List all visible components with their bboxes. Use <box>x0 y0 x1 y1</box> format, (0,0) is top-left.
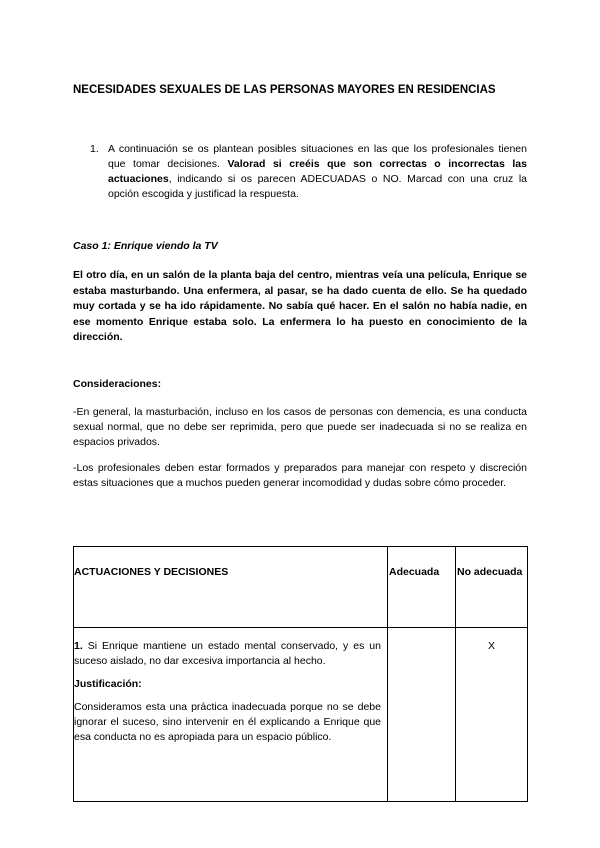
case-title: Caso 1: Enrique viendo la TV <box>73 240 218 252</box>
actions-table <box>73 546 528 802</box>
action-description: Si Enrique mantiene un estado mental conservado, y es un suceso aislado, no dar excesiva importancia al hecho. <box>74 640 381 667</box>
adecuada-cell <box>388 628 456 802</box>
document-title: NECESIDADES SEXUALES DE LAS PERSONAS MAYORES EN RESIDENCIAS <box>73 84 496 96</box>
case-description: El otro día, en un salón de la planta baja del centro, mientras veía una película, Enrique se estaba masturbando. Una enfermera, al pasar, se ha dado cuenta de ello. Se ha quedado muy cortada y se ha ido rápidamente. No sabía qué hacer. En el salón no había nadie, en ese momento Enrique estaba solo. La enfermera lo ha puesto en conocimiento de la dirección. <box>73 269 527 343</box>
instruction-text <box>108 142 527 202</box>
header-no-adecuada: No adecuada <box>456 547 528 628</box>
instruction-text-bold: Valorad si creéis que son correctas o incorrectas las actuaciones <box>108 158 527 185</box>
table-row <box>74 628 528 802</box>
header-adecuada: Adecuada <box>388 547 456 628</box>
justification-label: Justificación: <box>74 678 142 690</box>
no-adecuada-cell: X <box>456 628 528 802</box>
considerations-paragraph-2: -Los profesionales deben estar formados y preparados para manejar con respeto y discreción estas situaciones que a muchos pueden generar incomodidad y dudas sobre cómo proceder. <box>73 462 527 489</box>
instruction-text-part1: A continuación se os plantean posibles situaciones en las que los profesionales tienen que tomar decisiones. <box>108 143 527 170</box>
action-number: 1. <box>74 640 83 652</box>
action-text <box>74 639 381 669</box>
instruction-item <box>90 142 527 202</box>
table-header-row <box>74 547 528 628</box>
justification-text: Consideramos esta una práctica inadecuada porque no se debe ignorar el suceso, sino intervenir en él explicando a Enrique que esa conducta no es apropiada para un espacio público. <box>74 701 381 743</box>
action-cell <box>74 628 388 802</box>
header-actions: ACTUACIONES Y DECISIONES <box>74 547 388 628</box>
considerations-paragraph-1: -En general, la masturbación, incluso en los casos de personas con demencia, es una conducta sexual normal, que no debe ser reprimida, pero que puede ser inadecuada si no se realiza en espacios privados. <box>73 406 527 448</box>
considerations-title: Consideraciones: <box>73 378 162 390</box>
instruction-text-part2: , indicando si os parecen ADECUADAS o NO. Marcad con una cruz la opción escogida y justificad la respuesta. <box>108 173 527 200</box>
item-number: 1. <box>90 143 99 155</box>
